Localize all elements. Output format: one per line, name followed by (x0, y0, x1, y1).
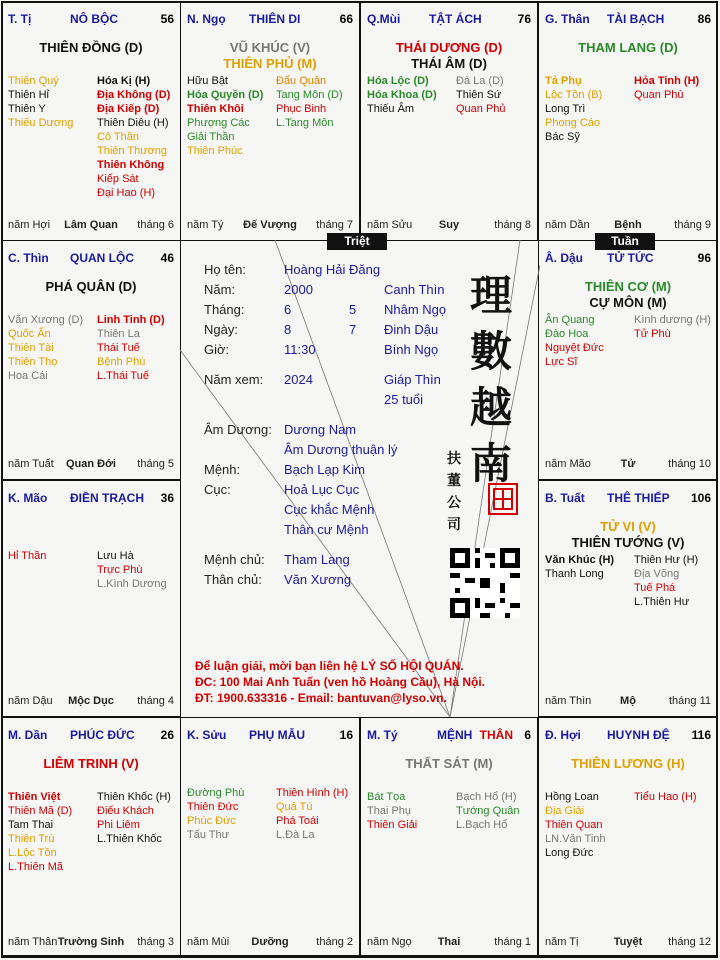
palace-cell-ngo[interactable] (180, 1, 360, 241)
palace-footer (8, 936, 174, 949)
minor-star: Giải Thần (187, 131, 235, 143)
life-stage: Bệnh (614, 219, 642, 231)
minor-star: L.Kình Dương (97, 578, 167, 590)
calligraphy-char: 數 (470, 327, 513, 376)
palace-header (187, 728, 353, 742)
minor-stars-left (187, 74, 263, 158)
minor-star: Hoa Cái (8, 370, 48, 382)
minor-star: Nguyệt Đức (545, 342, 604, 354)
palace-cell-thin[interactable] (1, 240, 181, 480)
minor-star: Địa Giải (545, 805, 585, 817)
palace-position: B. Tuất (545, 491, 585, 505)
label-menh: Mệnh: (204, 462, 241, 477)
minor-star: Quả Tú (276, 801, 313, 813)
value-than-chu: Văn Xương (284, 572, 352, 587)
palace-footer (545, 936, 711, 949)
value-cuc-3: Thân cư Mệnh (284, 522, 369, 537)
minor-star: Thiên Khốc (H) (97, 791, 171, 803)
palace-header (8, 491, 174, 505)
palace-header (187, 12, 353, 26)
minor-stars-right (97, 74, 170, 200)
palace-number: 106 (690, 491, 711, 505)
minor-star: Phục Binh (276, 103, 327, 115)
minor-star: Hữu Bật (187, 75, 228, 87)
minor-stars-left (545, 74, 602, 144)
palace-header (545, 728, 711, 742)
palace-header (8, 12, 174, 26)
minor-star: Thiếu Dương (8, 117, 74, 129)
palace-name: TỬ TỨC (607, 251, 654, 265)
minor-star: Bác Sỹ (545, 131, 580, 143)
minor-stars-left (545, 553, 614, 581)
minor-star: LN.Văn Tinh (545, 833, 606, 845)
minor-star: Cô Thần (97, 131, 139, 143)
palace-year: năm Tị (545, 936, 579, 948)
palace-position: K. Sửu (187, 728, 227, 742)
palace-month: tháng 9 (674, 219, 711, 231)
life-stage: Tuyệt (613, 936, 643, 948)
minor-star: Kiếp Sát (97, 173, 139, 185)
minor-stars-right (276, 786, 348, 842)
minor-star: L.Bạch Hổ (456, 819, 508, 831)
palace-year: năm Ngọ (367, 936, 412, 948)
minor-star: Đà La (D) (456, 75, 504, 87)
palace-number: 56 (160, 12, 174, 26)
palace-month: tháng 8 (494, 219, 531, 231)
life-stage: Mộ (620, 695, 636, 707)
minor-star: L.Lộc Tồn (8, 847, 57, 859)
triet-tag: Triệt (327, 233, 387, 250)
can-chi-nam: Canh Thìn (384, 282, 445, 297)
minor-star: Thiên Khôi (187, 103, 244, 115)
palace-position: Â. Dậu (545, 251, 584, 265)
palace-cell-dau[interactable] (538, 240, 718, 480)
minor-star: Tả Phụ (545, 75, 582, 87)
palace-month: tháng 10 (668, 458, 711, 470)
minor-star: Thiên Giải (367, 819, 418, 831)
palace-header (8, 728, 174, 742)
minor-star: Thiên Diêu (H) (97, 117, 169, 129)
minor-star: Đào Hoa (545, 328, 589, 340)
minor-stars-left (8, 790, 72, 874)
minor-star: Đường Phù (187, 787, 245, 799)
minor-star: Bát Tọa (367, 791, 406, 803)
palace-footer (187, 219, 353, 232)
contact-line-2: ĐC: 100 Mai Anh Tuấn (ven hồ Hoàng Cầu), Hà Nội. (195, 675, 486, 689)
palace-position: M. Tý (367, 728, 398, 742)
palace-year: năm Sửu (367, 219, 413, 231)
palace-header (545, 251, 711, 265)
major-star: LIÊM TRINH (V) (43, 756, 139, 771)
minor-star: Địa Võng (634, 568, 680, 580)
minor-star: Lộc Tồn (B) (545, 89, 603, 101)
minor-star: Thiên Thọ (8, 356, 58, 368)
minor-star: Linh Tinh (D) (97, 314, 165, 326)
small-char: 董 (447, 473, 461, 489)
minor-star: Quan Phủ (456, 103, 506, 115)
palace-name: NÔ BỘC (70, 12, 118, 26)
minor-star: Thái Tuế (97, 342, 140, 354)
palace-position: M. Dần (8, 728, 48, 742)
age: 25 tuổi (384, 392, 424, 407)
minor-star: Hóa Lộc (D) (367, 75, 429, 87)
calligraphy-seal (470, 268, 512, 492)
red-stamp-icon (488, 483, 518, 515)
major-star: THIÊN PHỦ (M) (223, 56, 317, 71)
minor-star: Quốc Ấn (8, 328, 51, 340)
major-star: THAM LANG (D) (578, 40, 678, 55)
minor-star: Hỉ Thần (8, 550, 47, 562)
palace-name: PHÚC ĐỨC (70, 728, 135, 742)
major-star: TỬ VI (V) (600, 519, 656, 534)
palace-month: tháng 4 (137, 695, 174, 707)
palace-position: K. Mão (8, 491, 48, 505)
minor-star: Phượng Các (187, 117, 250, 129)
minor-star: Đẩu Quân (276, 75, 327, 87)
small-char: 司 (447, 517, 461, 533)
minor-stars-left (8, 74, 73, 130)
small-char: 扶 (447, 451, 461, 467)
value-thang: 6 (284, 302, 292, 317)
can-chi-ngay: Đinh Dậu (384, 322, 439, 337)
minor-star: Kình dương (H) (634, 314, 711, 326)
minor-star: Hóa Khoa (D) (367, 89, 437, 101)
minor-star: L.Thiên Hư (634, 596, 690, 608)
lunar-ngay: 7 (349, 322, 357, 337)
minor-star: Phá Toái (276, 815, 319, 827)
palace-year: năm Hợi (8, 219, 51, 231)
palace-year: năm Dần (545, 219, 590, 231)
palace-year: năm Tuất (8, 458, 54, 470)
than-label: THÂN (479, 728, 513, 742)
contact-line-3: ĐT: 1900.633316 - Email: bantuvan@lyso.vn. (195, 691, 447, 705)
minor-star: Tiểu Hao (H) (634, 791, 697, 803)
minor-star: L.Thái Tuế (97, 370, 149, 382)
palace-footer (8, 219, 174, 232)
palace-number: 26 (160, 728, 174, 742)
palace-footer (187, 936, 353, 949)
palace-cell-mao[interactable] (1, 480, 181, 717)
life-stage: Trường Sinh (57, 936, 125, 948)
minor-star: L.Đà La (276, 829, 315, 841)
minor-star: Thiên Tài (8, 342, 54, 354)
value-am-duong: Dương Nam (284, 422, 357, 437)
palace-name: TẬT ÁCH (429, 12, 482, 26)
minor-star: Thiên Quý (8, 75, 59, 87)
label-menh-chu: Mệnh chủ: (204, 552, 265, 567)
minor-stars-left (8, 313, 83, 383)
palace-cell-dan[interactable] (1, 717, 181, 958)
major-star: THIÊN CƠ (M) (584, 279, 672, 294)
minor-star: Ân Quang (545, 314, 595, 326)
palace-position: T. Tị (8, 12, 32, 26)
minor-stars-left (187, 786, 244, 842)
tuan-tag: Tuần (595, 233, 655, 250)
minor-star: Long Đức (545, 847, 594, 859)
can-chi-thang: Nhâm Ngọ (384, 302, 447, 317)
minor-stars-right (634, 790, 697, 804)
minor-star: Tam Thai (8, 819, 54, 831)
minor-star: Tuế Phá (634, 582, 676, 594)
minor-star: Thiên Y (8, 103, 46, 115)
palace-name: QUAN LỘC (70, 251, 134, 265)
value-nam-xem: 2024 (284, 372, 313, 387)
minor-stars-right (456, 74, 506, 116)
life-stage: Suy (438, 219, 460, 231)
palace-number: 116 (691, 728, 711, 742)
minor-star: Thiên Sứ (456, 89, 502, 101)
palace-month: tháng 2 (316, 936, 353, 948)
label-ngay: Ngày: (204, 322, 238, 337)
palace-number: 96 (697, 251, 711, 265)
value-am-duong-2: Âm Dương thuận lý (284, 442, 398, 457)
minor-star: Văn Khúc (H) (545, 554, 615, 566)
value-cuc-2: Cục khắc Mệnh (284, 502, 375, 517)
major-star: THÁI ÂM (D) (411, 56, 487, 71)
qr-code-icon[interactable] (450, 548, 520, 618)
palace-name: TÀI BẠCH (607, 12, 665, 26)
minor-star: Thai Phụ (367, 805, 412, 817)
minor-stars-right (276, 74, 343, 130)
palace-header (8, 251, 174, 265)
minor-star: Hỏa Tinh (H) (634, 75, 700, 87)
palace-header (545, 491, 711, 505)
minor-star: Trực Phù (97, 564, 143, 576)
palace-cell-hoi[interactable] (538, 717, 718, 958)
palace-cell-tuat[interactable] (538, 480, 718, 717)
palace-cell-mui[interactable] (360, 1, 538, 241)
palace-year: năm Tý (187, 219, 224, 231)
palace-position: Q.Mùi (367, 12, 401, 26)
minor-star: Thiên Việt (8, 791, 61, 803)
major-star: PHÁ QUÂN (D) (45, 279, 137, 294)
palace-position: C. Thìn (8, 251, 49, 265)
palace-number: 46 (160, 251, 174, 265)
palace-position: N. Ngọ (187, 12, 226, 26)
palace-month: tháng 11 (668, 695, 711, 707)
minor-star: Đại Hao (H) (97, 187, 156, 199)
birth-info (204, 260, 464, 590)
value-gio: 11:30 (284, 342, 316, 357)
value-cuc: Hoả Lục Cục (284, 482, 360, 497)
major-star: THIÊN LƯƠNG (H) (571, 756, 685, 771)
palace-year: năm Thân (8, 936, 58, 948)
palace-name: THÊ THIẾP (607, 491, 670, 505)
lunar-thang: 5 (349, 302, 357, 317)
palace-number: 86 (697, 12, 711, 26)
minor-star: Thiên Hỉ (8, 89, 49, 101)
major-star: THẤT SÁT (M) (405, 756, 493, 771)
palace-number: 66 (339, 12, 353, 26)
palace-name: THIÊN DI (249, 12, 301, 26)
calligraphy-char: 南 (470, 439, 513, 488)
life-stage: Mộc Dục (68, 695, 114, 707)
minor-star: Hóa Kị (H) (97, 75, 151, 87)
minor-star: L.Tang Môn (276, 117, 334, 129)
life-stage: Quan Đới (66, 458, 116, 470)
palace-name: HUYNH ĐỆ (607, 728, 670, 742)
palace-footer (8, 695, 174, 708)
minor-star: Tử Phù (634, 328, 671, 340)
life-stage: Thai (437, 936, 461, 948)
minor-star: L.Thiên Mã (8, 861, 64, 873)
palace-header (367, 12, 531, 26)
palace-cell-than[interactable] (538, 1, 718, 241)
minor-star: Văn Xương (D) (8, 314, 84, 326)
major-star: THIÊN TƯỚNG (V) (571, 535, 685, 550)
minor-star: Thiên La (97, 328, 140, 340)
minor-star: Phi Liêm (97, 819, 140, 831)
contact-line-1: Để luận giải, mời bạn liên hệ LÝ SỐ HỘI QUÁN. (195, 659, 464, 673)
palace-number: 6 (524, 728, 531, 742)
palace-month: tháng 3 (137, 936, 174, 948)
palace-footer (545, 458, 711, 471)
palace-footer (367, 936, 531, 949)
minor-star: Địa Không (D) (97, 89, 171, 101)
major-star: THIÊN ĐỒNG (D) (39, 40, 143, 55)
palace-month: tháng 6 (137, 219, 174, 231)
palace-number: 16 (339, 728, 353, 742)
minor-stars-right (634, 313, 711, 341)
major-star: THÁI DƯƠNG (D) (395, 40, 503, 55)
minor-star: Hồng Loan (545, 791, 599, 803)
life-stage: Lâm Quan (64, 219, 118, 231)
palace-year: năm Mùi (187, 936, 230, 948)
major-star: VŨ KHÚC (V) (229, 40, 311, 55)
minor-star: Bạch Hổ (H) (456, 791, 517, 803)
minor-star: Thiên Không (97, 159, 165, 171)
palace-name: MỆNH (437, 728, 473, 742)
label-than-chu: Thân chủ: (204, 572, 262, 587)
palace-year: năm Mão (545, 458, 591, 470)
minor-stars-right (634, 553, 698, 609)
palace-number: 36 (160, 491, 174, 505)
minor-stars-right (456, 790, 520, 832)
minor-star: Quan Phù (634, 89, 684, 101)
palace-month: tháng 7 (316, 219, 353, 231)
minor-star: Thiên Hư (H) (634, 554, 699, 566)
palace-name: ĐIỀN TRẠCH (70, 491, 144, 505)
minor-star: Tang Môn (D) (276, 89, 343, 101)
label-am-duong: Âm Dương: (204, 422, 272, 437)
minor-star: Thiên Phúc (187, 145, 243, 157)
palace-cell-ti[interactable] (1, 1, 181, 241)
value-nam: 2000 (284, 282, 313, 297)
small-seal-text (447, 448, 461, 536)
can-chi-nam-xem: Giáp Thìn (384, 372, 441, 387)
minor-stars-right (634, 74, 699, 102)
minor-star: Bệnh Phù (97, 356, 146, 368)
label-nam: Năm: (204, 282, 236, 297)
minor-stars-left (545, 790, 606, 860)
value-ngay: 8 (284, 322, 292, 337)
can-chi-gio: Bính Ngọ (384, 342, 439, 357)
label-thang: Tháng: (204, 302, 245, 317)
palace-position: G. Thân (545, 12, 590, 26)
small-char: 公 (447, 495, 461, 511)
minor-stars-right (97, 549, 167, 591)
minor-stars-left (367, 790, 417, 832)
minor-stars-left (367, 74, 437, 116)
palace-cell-ty[interactable] (360, 717, 538, 958)
minor-star: Tấu Thư (187, 829, 230, 841)
palace-number: 76 (517, 12, 531, 26)
value-menh: Bạch Lạp Kim (284, 462, 365, 477)
minor-star: Phúc Đức (187, 815, 236, 827)
minor-stars-right (97, 790, 171, 846)
palace-year: năm Dậu (8, 695, 53, 707)
palace-footer (367, 219, 531, 232)
label-cuc: Cục: (204, 482, 231, 497)
minor-star: L.Thiên Khốc (97, 833, 162, 845)
minor-star: Long Trì (545, 103, 586, 115)
palace-cell-suu[interactable] (180, 717, 360, 958)
life-stage: Đế Vượng (243, 219, 297, 231)
label-gio: Giờ: (204, 342, 230, 357)
life-stage: Tử (620, 458, 636, 470)
minor-star: Thiên Quan (545, 819, 603, 831)
minor-star: Phong Cáo (545, 117, 601, 129)
minor-star: Lực Sĩ (545, 356, 578, 368)
minor-star: Thiên Mã (D) (8, 805, 73, 817)
value-ho-ten: Hoàng Hải Đăng (284, 262, 381, 277)
minor-stars-left (8, 549, 46, 563)
minor-stars-left (545, 313, 604, 369)
palace-month: tháng 1 (494, 936, 531, 948)
minor-star: Tướng Quân (456, 805, 520, 817)
major-star: CỰ MÔN (M) (589, 295, 667, 310)
palace-year: năm Thìn (545, 695, 592, 707)
life-stage: Dưỡng (251, 936, 289, 948)
minor-star: Thiên Thương (97, 145, 168, 157)
calligraphy-char: 理 (470, 271, 513, 320)
minor-star: Thiên Hình (H) (276, 787, 349, 799)
minor-star: Lưu Hà (97, 550, 134, 562)
minor-star: Điếu Khách (97, 805, 154, 817)
label-ho-ten: Họ tên: (204, 262, 246, 277)
palace-name: PHỤ MẪU (249, 728, 305, 742)
palace-footer (8, 458, 174, 471)
minor-star: Thiên Trù (8, 833, 55, 845)
palace-header (367, 728, 531, 742)
palace-month: tháng 5 (137, 458, 174, 470)
minor-stars-right (97, 313, 165, 383)
minor-star: Thiếu Âm (367, 103, 415, 115)
palace-month: tháng 12 (668, 936, 711, 948)
palace-position: Đ. Hợi (545, 728, 581, 742)
minor-star: Hóa Quyền (D) (187, 89, 264, 101)
value-menh-chu: Tham Lang (284, 552, 350, 567)
minor-star: Địa Kiếp (D) (97, 103, 160, 115)
palace-header (545, 12, 711, 26)
palace-footer (545, 695, 711, 708)
calligraphy-char: 越 (470, 383, 513, 432)
minor-star: Thanh Long (545, 568, 604, 580)
label-nam-xem: Năm xem: (204, 372, 264, 387)
minor-star: Thiên Đức (187, 801, 239, 813)
palace-footer (545, 219, 711, 232)
